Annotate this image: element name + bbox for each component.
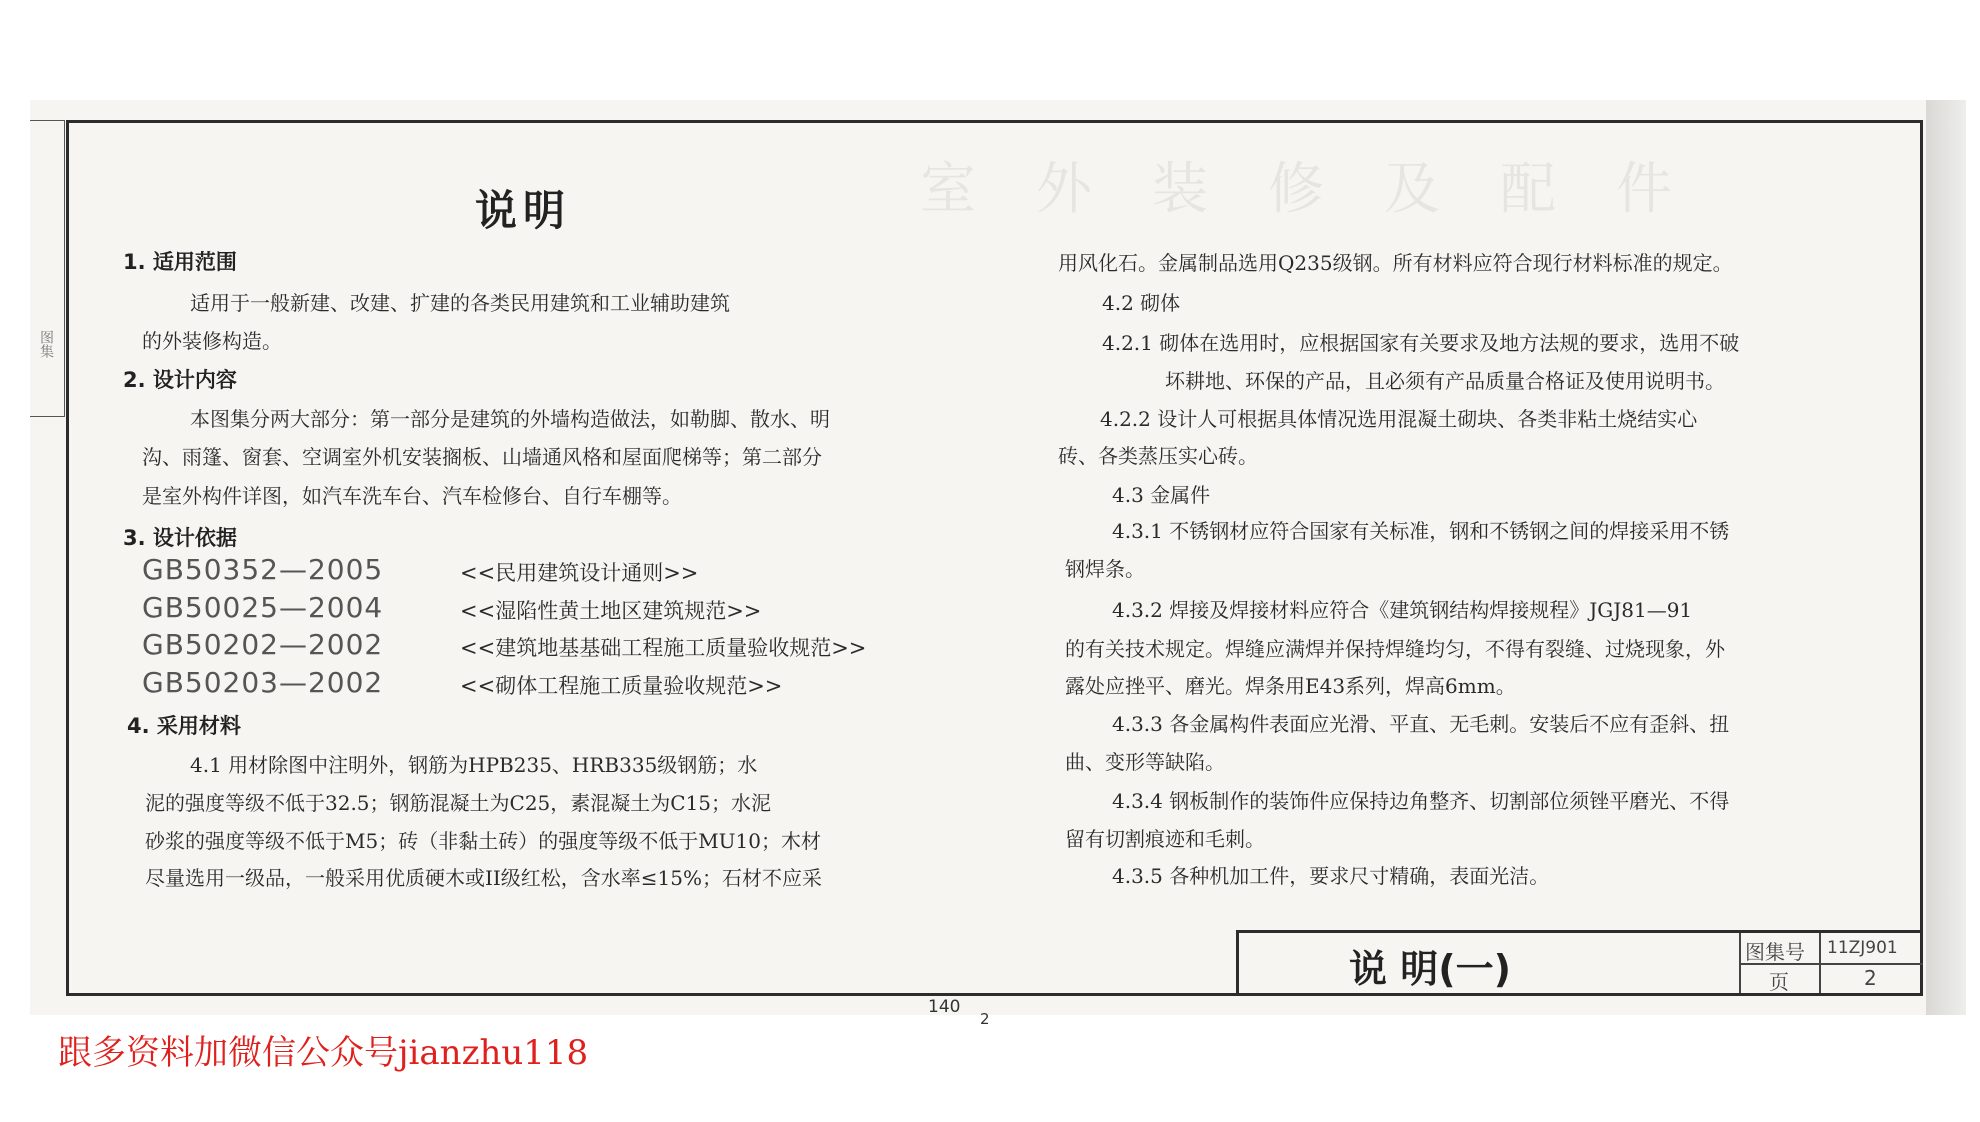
right-line: 4.2.1 砌体在选用时，应根据国家有关要求及地方法规的要求，选用不破 — [1102, 331, 1740, 355]
atlas-number-label: 图集号 — [1745, 940, 1805, 964]
standard-code: GB50202—2002 — [142, 628, 384, 661]
section-4-heading: 4. 采用材料 — [127, 714, 241, 738]
section-4-line: 尽量选用一级品，一般采用优质硬木或II级红松，含水率≤15%；石材不应采 — [145, 866, 823, 890]
page-value: 2 — [1864, 966, 1877, 990]
right-line: 4.3.1 不锈钢材应符合国家有关标准，钢和不锈钢之间的焊接采用不锈 — [1112, 519, 1730, 543]
binding-stamp: 图集 — [38, 330, 54, 358]
right-line: 4.3.5 各种机加工件，要求尺寸精确，表面光洁。 — [1112, 864, 1550, 888]
binding-margin — [30, 120, 65, 417]
section-1-heading: 1. 适用范围 — [123, 250, 237, 274]
standard-code: GB50203—2002 — [142, 666, 384, 699]
right-line: 曲、变形等缺陷。 — [1065, 750, 1225, 774]
right-line: 钢焊条。 — [1065, 557, 1145, 581]
right-line: 4.3.4 钢板制作的装饰件应保持边角整齐、切割部位须锉平磨光、不得 — [1112, 789, 1730, 813]
section-4-line: 4.1 用材除图中注明外，钢筋为HPB235、HRB335级钢筋；水 — [190, 753, 758, 777]
section-4-line: 泥的强度等级不低于32.5；钢筋混凝土为C25，素混凝土为C15；水泥 — [145, 791, 772, 815]
right-line: 4.3.3 各金属构件表面应光滑、平直、无毛刺。安装后不应有歪斜、扭 — [1112, 712, 1730, 736]
page-title: 说明 — [475, 186, 572, 235]
right-line: 4.3.2 焊接及焊接材料应符合《建筑钢结构焊接规程》JGJ81—91 — [1112, 598, 1693, 622]
section-1-line: 适用于一般新建、改建、扩建的各类民用建筑和工业辅助建筑 — [190, 291, 730, 315]
standard-title: <<砌体工程施工质量验收规范>> — [460, 674, 783, 698]
section-2-line: 是室外构件详图，如汽车洗车台、汽车检修台、自行车棚等。 — [142, 484, 682, 508]
standard-code: GB50025—2004 — [142, 591, 384, 624]
right-line: 砖、各类蒸压实心砖。 — [1058, 444, 1258, 468]
watermark-text: 跟多资料加微信公众号jianzhu118 — [58, 1033, 589, 1073]
page-label: 页 — [1769, 970, 1789, 994]
standard-title: <<湿陷性黄土地区建筑规范>> — [460, 599, 762, 623]
page-number: 2 — [980, 1010, 990, 1028]
right-line: 4.2 砌体 — [1102, 291, 1181, 315]
right-line: 4.3 金属件 — [1112, 483, 1211, 507]
standard-title: <<民用建筑设计通则>> — [460, 561, 699, 585]
title-block — [1236, 930, 1920, 993]
section-2-line: 沟、雨篷、窗套、空调室外机安装搁板、山墙通风格和屋面爬梯等；第二部分 — [142, 445, 822, 469]
right-line: 用风化石。金属制品选用Q235级钢。所有材料应符合现行材料标准的规定。 — [1058, 251, 1733, 275]
atlas-number-value: 11ZJ901 — [1827, 938, 1898, 958]
page-edge-shadow — [1926, 100, 1966, 1015]
title-block-name: 说 明(一) — [1349, 947, 1511, 991]
right-line: 的有关技术规定。焊缝应满焊并保持焊缝均匀，不得有裂缝、过烧现象，外 — [1065, 637, 1725, 661]
right-line: 坏耕地、环保的产品，且必须有产品质量合格证及使用说明书。 — [1165, 369, 1725, 393]
standard-code: GB50352—2005 — [142, 553, 384, 586]
standard-title: <<建筑地基基础工程施工质量验收规范>> — [460, 636, 867, 660]
right-line: 露处应挫平、磨光。焊条用E43系列，焊高6mm。 — [1065, 674, 1516, 698]
section-4-line: 砂浆的强度等级不低于M5；砖（非黏土砖）的强度等级不低于MU10；木材 — [145, 829, 821, 853]
original-page-number: 140 — [928, 997, 961, 1017]
section-2-heading: 2. 设计内容 — [123, 368, 237, 392]
section-3-heading: 3. 设计依据 — [123, 526, 237, 550]
bleed-through-title: 室外装修及配件 — [920, 157, 1732, 222]
section-2-line: 本图集分两大部分：第一部分是建筑的外墙构造做法，如勒脚、散水、明 — [190, 407, 830, 431]
right-line: 4.2.2 设计人可根据具体情况选用混凝土砌块、各类非粘土烧结实心 — [1100, 407, 1698, 431]
section-1-line: 的外装修构造。 — [142, 329, 282, 353]
right-line: 留有切割痕迹和毛刺。 — [1065, 827, 1265, 851]
